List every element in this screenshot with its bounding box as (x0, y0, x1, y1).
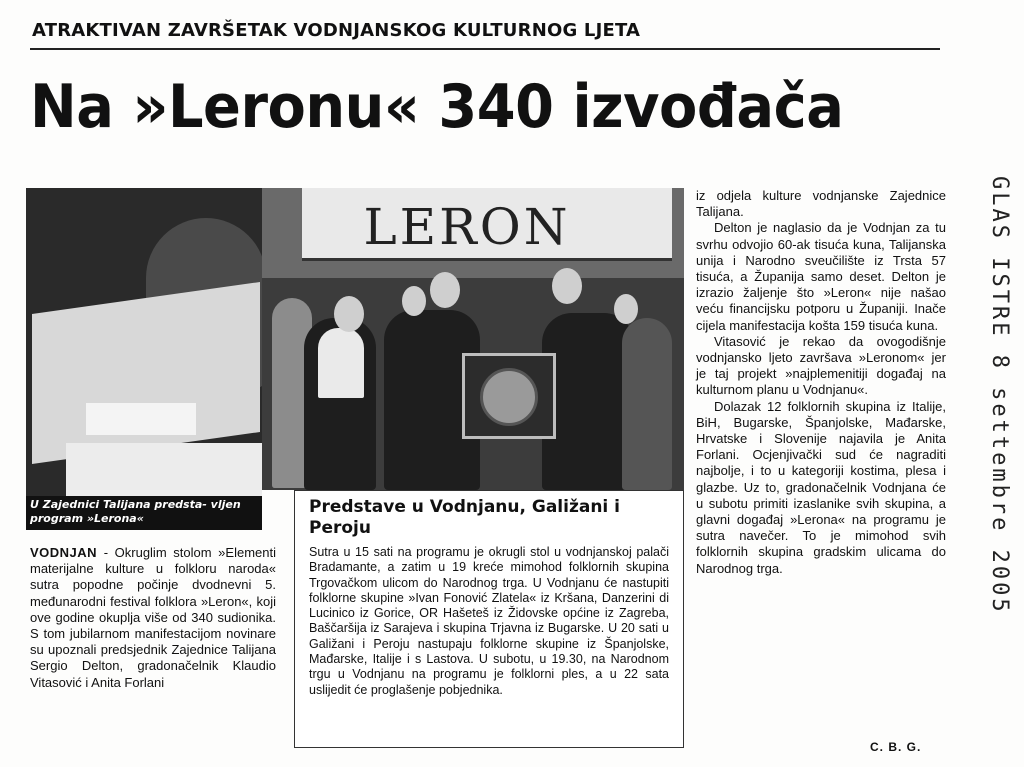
photo-face (430, 272, 460, 308)
handwritten-margin-note (952, 176, 1024, 736)
article-kicker: ATRAKTIVAN ZAVRŠETAK VODNJANSKOG KULTURNOG LJETA (32, 20, 641, 41)
photo-face (614, 294, 638, 324)
photo-caption: U Zajednici Talijana predsta- vljen program »Lerona« (26, 496, 262, 530)
lead-paragraph: - Okruglim stolom »Elementi materijalne kulture u folkloru naroda« sutra popodne počinje dvodnevni 5. međunarodni festival folklora »Leron«, koji ove godine okuplja više od 340 sudionika. S tom jubilarnom manifestacijom novinare su upoznali predsjednik Zajednice Talijana Sergio Delton, gradonačelnik Klaudio Vitasović i Anita Forlani (30, 545, 276, 690)
dateline-place: VODNJAN (30, 545, 98, 560)
paragraph: Delton je naglasio da je Vodnjan za tu svrhu odvojio 60-ak tisuća kuna, Talijanska unija i Narodno sveučilište iz Trsta 57 tisuća, a Županija samo deset. Delton je izrazio žaljenje što »Leron« nije našao veću financijsku potporu u Županiji. Inače cijela manifestacija košta 159 tisuća kuna. (696, 220, 946, 333)
sidebar-box (294, 490, 684, 748)
article-lead-column (30, 545, 276, 691)
margin-note-text: GLAS ISTRE 8 settembre 2005 (987, 176, 1012, 615)
byline: C. B. G. (870, 740, 922, 754)
photo-papers-shape (86, 403, 196, 435)
photo-leron-group (262, 188, 684, 490)
paragraph: Dolazak 12 folklornih skupina iz Italije, BiH, Bugarske, Španjolske, Mađarske, Hrvatske i Slovenije najavila je Anita Forlani. Ocjenjivački sud će nagraditi najbolje, i to u kategoriji kostima, plesa i glazbe. Uz to, gradonačelnik Vodnjana će u subotu primiti izaslanike svih skupina, a glavni događaj »Lerona« na programu je sutra navečer. To je mimohod svih folklornih skupina gradskim ulicama do Narodnog trga. (696, 398, 946, 576)
paragraph: Vitasović je rekao da ovogodišnje vodnjansko ljeto završava »Leronom« jer je taj projekt »najplemenitiji događaj na kulturnom planu u Vodnjanu«. (696, 333, 946, 398)
photo-table-shape (32, 282, 260, 464)
photo-figure (622, 318, 672, 490)
photo-shirt (318, 328, 364, 398)
sidebar-box-title: Predstave u Vodnjanu, Galižani i Peroju (309, 497, 620, 538)
article-headline: Na »Leronu« 340 izvođača (30, 72, 844, 142)
photo-floor-shape (66, 443, 262, 496)
photo-round-table (26, 188, 262, 496)
photo-award-disc (480, 368, 538, 426)
photo-banner-text: LERON (363, 198, 571, 256)
photo-face (402, 286, 426, 316)
article-right-column (696, 188, 946, 577)
photo-face (334, 296, 364, 332)
photo-face (552, 268, 582, 304)
paragraph: iz odjela kulture vodnjanske Zajednice Talijana. (696, 188, 946, 220)
kicker-divider (30, 48, 940, 50)
sidebar-box-body: Sutra u 15 sati na programu je okrugli stol u vodnjanskoj palači Bradamante, a zatim u 19 kreće mimohod folklornih skupina Trgovačkom ulicom do Narodnog trga. U Vodnjanu će nastupiti folklorne skupine »Ivan Fonović Zlatela« iz Kršana, Danzerini di Lucinico iz Gorice, OR Hašeteš iz Židovske općine iz Zagreba, Baščaršija iz Sarajeva i skupina Trjavna iz Bugarske. U 20 sati u Galižani i Peroju nastupaju folklorne skupine iz Španjolske, Mađarske, Italije i s Lastova. U subotu, u 19.30, na Narodnom trgu u Vodnjanu na programu je folklorni ples, a u 22 sata uslijedit će proglašenje pobjednika. (309, 545, 669, 697)
